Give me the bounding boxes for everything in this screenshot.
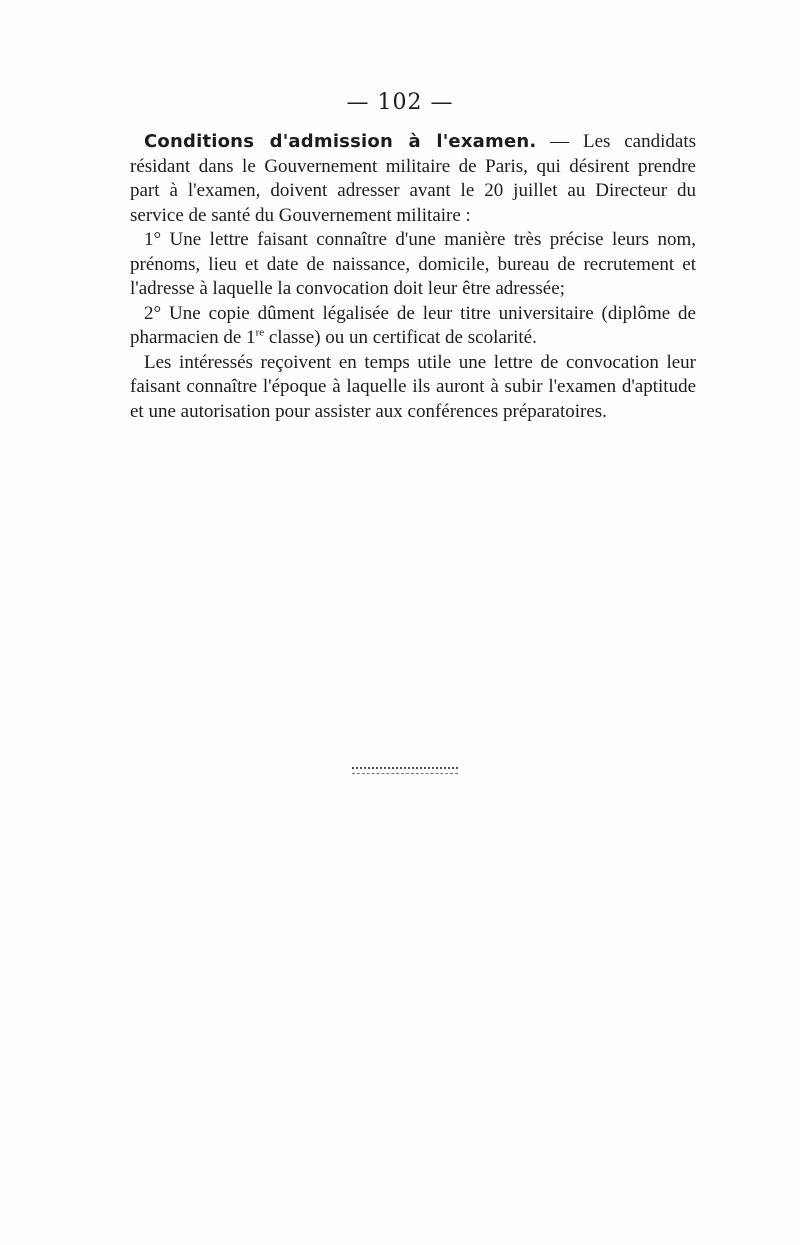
body-text [130, 130, 696, 424]
paragraph-item-2 [130, 302, 696, 351]
ornamental-separator [352, 767, 458, 774]
intro-text: — Les candidats résidant dans le Gouvernement militaire de Paris, qui désirent prendre part à l'examen, doivent adresser avant le 20 juillet au Directeur du service de santé du Gouvernement militaire : [130, 131, 696, 226]
page-number: — 102 — [346, 90, 454, 115]
paragraph-closing: Les intéressés reçoivent en temps utile une lettre de convocation leur faisant connaître l'époque à laquelle ils auront à subir l'examen d'aptitude et une autorisation pour assister aux conférences préparatoires. [130, 351, 696, 422]
section-heading: Conditions d'admission à l'examen. [144, 131, 537, 152]
item-2-text-end: classe) ou un certificat de scolarité. [264, 327, 537, 348]
item-2-superscript: re [255, 326, 265, 339]
paragraph-item-1: 1° Une lettre faisant connaître d'une manière très précise leurs nom, prénoms, lieu et date de naissance, domicile, bureau de recrutement et l'adresse à laquelle la convocation doit leur être adressée; [130, 229, 696, 299]
paragraph-conditions [130, 130, 696, 228]
item-2-text: 2° Une copie dûment légalisée de leur titre universitaire (diplôme de pharmacien de 1 [130, 302, 696, 348]
